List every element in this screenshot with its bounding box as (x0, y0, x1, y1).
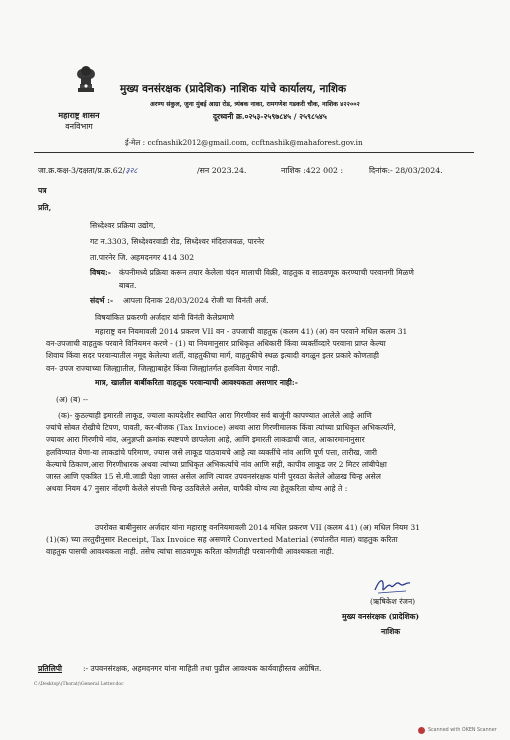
signatory-city: नाशिक (381, 627, 401, 636)
paragraph-1-line: शिवाय किंवा सदर परवान्यातील नमूद केलेल्या शर्ती, वाहतुकीचा मार्ग, वाहतुकीचे स्थळ इत्यादी वगळून इतर प्रकारे कोणताही (46, 351, 380, 361)
office-phone: दूरध्वनी क्र.०२५३-२५९७८४५ / २५९८५४५ (213, 112, 327, 121)
list-head: (अ) (ब) -- (56, 395, 88, 404)
ref-city: नाशिक :422 002 : (281, 166, 344, 175)
paragraph-1-line: वन- उपज राज्याच्या जिल्ह्यातील, जिल्ह्याबाहेर किंवा जिल्ह्यांतर्गत हलविता येणार नाही. (46, 363, 280, 373)
signatory-name: (ऋषिकेश रंजन) (370, 597, 416, 606)
paragraph-3-line: (क)- कुठल्याही इमारती लाकूड, ज्याला कायदेशीर स्थापित आरा गिरणीवर सर्व बाजूंनी कापण्यात आलेले आहे आणि (58, 411, 372, 420)
paragraph-2: मात्र, खालील बाबींकरिता वाहतूक परवान्याची आवश्यकता असणार नाही:- (95, 378, 298, 387)
government-block (44, 110, 114, 132)
copy-label: प्रतिलिपी (38, 664, 63, 673)
government-label: महाराष्ट्र शासन (58, 110, 100, 120)
file-path: C:\Desktop\(Thorat)\General Letter.doc (34, 682, 124, 687)
signatory-title: मुख्य वनसंरक्षक (प्रादेशिक) (342, 612, 420, 621)
subject-line-2: बाबत. (119, 281, 137, 290)
department-label: वनविभाग (65, 122, 93, 131)
addressee-line-3: ता.पारनेर जि. अहमदनगर 414 302 (90, 253, 195, 262)
addressee-line-2: गट न.3303, सिध्देश्वरवाडी रोड, सिध्देश्वर मंदिराजवळ, पारनेर (90, 237, 265, 246)
ref-date: दिनांक:- 28/03/2024. (369, 166, 443, 175)
state-emblem-icon (72, 62, 100, 96)
scanner-watermark: Scanned with OKEN Scanner (428, 728, 497, 733)
office-email: ई-मेल : ccfnashik2012@gmail.com, ccftnashik@mahaforest.gov.in (125, 138, 363, 147)
intro-line: विषयांकित प्रकरणी अर्जदार यांनी विनंती केलेप्रमाणे (95, 313, 234, 322)
office-address: अरण्य संकुल, जुना मुंबई आग्रा रोड, त्र्यंबक नाका, रामगणेश गडकरी चौक, नाशिक ४२२००२ (150, 101, 360, 108)
paragraph-3-line: ज्यांचे सोबत रोखीचे टिपण, पावती, कर-बीजक (Tax Invioce) अथवा आरा गिरणीमालक किंवा त्यांच्या प्राधिकृत अभिकर्त्यांने, (46, 423, 396, 433)
paragraph-3-line: ज्यावर आरा गिरणीचे नांव, अनुज्ञप्ती क्रमांक स्पष्टपणे छापलेला आहे, आणि इमारती लाकडाची जात, आकारमानानुसार (46, 435, 365, 445)
paragraph-1 (46, 326, 476, 375)
reference-label: संदर्भ :- (90, 296, 114, 305)
scanner-logo-icon (418, 727, 425, 734)
signature-icon (372, 576, 412, 596)
paragraph-4 (46, 522, 476, 559)
subject-line-1: कंपनीमध्ये प्रक्रिया करून तयार केलेला चंदन मालाची विक्री, वाहतुक व साठवणूक करण्याची परवानगी मिळणे (119, 268, 414, 277)
paragraph-4-line: वाहतुक पासची आवश्यकता नाही. तसेच त्यांचा साठवणूक करिता कोणतीही परवानगीची आवश्यकता नाही. (46, 547, 335, 557)
paragraph-3-line: जास्त आणि एकत्रित 15 से.मी.जाडी पेक्षा जास्त असेल आणि त्यावर उपवनसंरक्षक यांनी पुरवठा केलेले ओळख चिन्ह असेल (46, 472, 381, 482)
office-title: मुख्य वनसंरक्षक (प्रादेशिक) नाशिक यांचे कार्यालय, नाशिक (120, 83, 347, 95)
ref-year: /सन 2023.24. (197, 166, 247, 175)
paragraph-1-line: वन-उपजाची वाहतुक परवाने विनियमन करणे - (1) या नियमानुसार प्राधिकृत अधिकारी किंवा व्यक्तींव्दारे परवाना प्राप्त केल्या (46, 339, 386, 349)
patra-label: पत्र (38, 186, 47, 195)
addressee-line-1: सिध्देश्वर प्रक्रिया उद्योग, (90, 221, 156, 230)
reference-text: आपला दिनाक 28/03/2024 रोजी चा विनंती अर्ज. (123, 296, 269, 305)
prati-label: प्रति, (38, 203, 52, 212)
paragraph-3 (46, 410, 476, 495)
paragraph-3-line: केल्याचे ठिकाण,आरा गिरणीधारक अथवा त्यांच्या प्राधिकृत अभिकर्त्याचे नांव आणि सही, कापीव लाकूड जर 2 मिटर लांबीपेक्षा (46, 459, 387, 469)
paragraph-3-line: अथवा नियम 47 नुसार नोंदणी केलेले संपत्ती चिन्ह उठविलेले असेल, यापैकी योग्य त्या हेतूकरिता योग्य आहे ते : (46, 484, 348, 494)
ref-handwritten: ३२८ (125, 166, 138, 175)
paragraph-4-line: (1)(क) च्या तरतुदीनुसार Receipt, Tax Invoice सह असणारे Converted Material (रुपांतरीत माल) वाहतुक करिता (46, 535, 398, 545)
subject-label: विषय:- (90, 268, 111, 277)
paragraph-3-line: हलविण्यात येणा-या लाकडांचे परिमाण, ज्यास जसे लाकूड पाठवायचे आहे त्या व्यक्तींचे नांव आणि पूर्ण पत्ता, तारीख, जारी (46, 447, 378, 457)
copy-text: :- उपवनसंरक्षक, अहमदनगर यांना माहिती तथा पुढील आवश्यक कार्यवाहीस्तव अग्रेषित. (83, 664, 322, 673)
header-divider (34, 152, 474, 153)
paragraph-4-line: उपरोक्त बाबीनुसार अर्जदार यांना महाराष्ट्र वननियमावली 2014 मधिल प्रकरण VII (कलम 41) (अ) मधिल नियम 31 (95, 523, 421, 532)
ref-number: जा.क्र.कक्ष-3/दक्षता/प्र.क्र.62/३२८ (38, 166, 138, 175)
paragraph-1-line: महाराष्ट्र वन नियमावली 2014 प्रकरण VII वन - उपजाची वाहतुक (कलम 41) (अ) वन परवाने मधिल कलम 31 (95, 327, 408, 336)
